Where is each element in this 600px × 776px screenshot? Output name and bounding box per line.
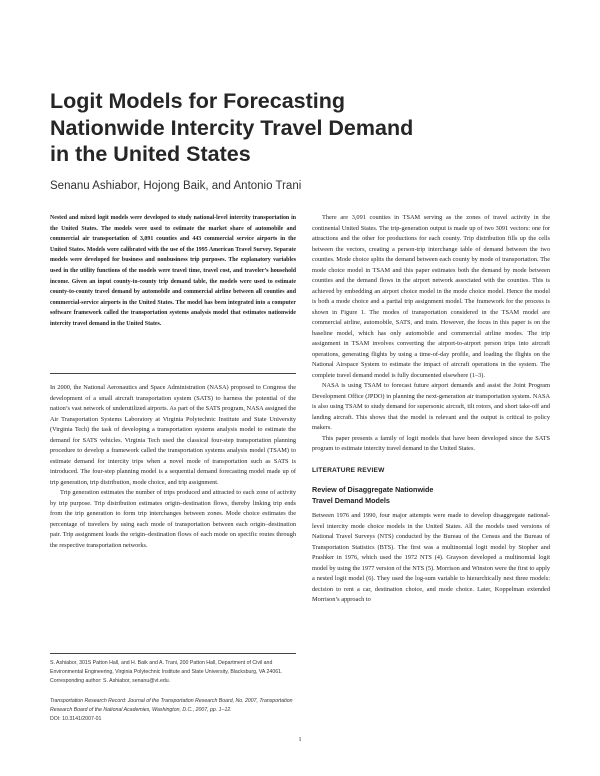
body-paragraph: There are 3,091 counties in TSAM serving as the zones of travel activity in the continental United States. The trip-generation output is made up of two 3091 vectors: one for attractions and the other for productions for each county. Trip distribution fills up the cells between the vectors, creating a person-trip interchange table of demand between the two counties. Mode choice splits the demand between each county by mode of transportation. The mode choice model in TSAM and this paper estimates both the demand by mode between counties and the demand flows in the airport network associated with the counties. This is achieved by embedding an airport choice model in the mode choice model. Hence the model is both a mode choice and a partial trip assignment model. The framework for the process is shown in Figure 1. The modes of transportation considered in the TSAM model are commercial airline, automobile, SATS, and train. However, the focus in this paper is on the baseline model, which has only automobile and commercial airline modes. The trip assignment in TSAM involves converting the airport-to-airport person trips into aircraft operations, generating flights by using a time-of-day profile, and loading the flights on the National Airspace System to estimate the impact of aircraft operations in the system. The complete travel demand model is fully documented elsewhere (1–3). — [312, 214, 550, 379]
title-line: in the United States — [50, 142, 251, 166]
body-paragraph: Between 1976 and 1990, four major attempts were made to develop disaggregate national-level intercity mode choice models in the United States. All the models used versions of National Travel Surveys (NTS) conducted by the Bureau of the Census and the Bureau of Transportation Statistics (BTS). The first was a multinomial logit model by Stopher and Prashker in 1976, which used the 1972 NTS (4). Grayson developed a multinomial logit model by using the 1977 version of the NTS (5). Morrison and Winston were the first to apply a nested logit model (6). They used the log-sum variable to hierarchically nest three models: decision to rent a car, destination choice, and mode choice. Later, Koppelman extended Morrison’s approach to — [312, 512, 550, 603]
right-column — [312, 213, 550, 606]
body-paragraph: Trip generation estimates the number of trips produced and attracted to each zone of activity by trip purpose. Trip distribution estimates origin–destination flows, thereby linking trip ends from the trip generation to form trip interchanges between zones. Mode choice estimates the percentage of travelers by using each mode of transportation between each origin–destination pair. Trip assignment loads the origin–destination flows of each mode on specific routes through the respective transportation networks. — [50, 489, 296, 549]
subsection-heading — [312, 485, 550, 506]
abstract-divider — [50, 373, 296, 374]
body-paragraph: In 2000, the National Aeronautics and Space Administration (NASA) proposed to Congress the development of a small aircraft transportation system (SATS) to harness the potential of the nation’s vast network of underutilized airports. As part of the SATS program, NASA assigned the Air Transportation Systems Laboratory at Virginia Polytechnic Institute and State University (Virginia Tech) the task of developing a transportation systems analysis model to estimate the demand for SATS vehicles. Virginia Tech used the classical four-step transportation planning procedure to develop a framework called the transportation systems analysis model (TSAM) to estimate demand for intercity trips when a novel mode of transportation such as SATS is introduced. The four-step planning model is a sequential demand forecasting model made up of trip generation, trip distribution, mode choice, and trip assignment. — [50, 384, 296, 486]
doi: DOI: 10.3141/2007-01 — [50, 715, 102, 722]
title-line: Logit Models for Forecasting — [50, 89, 346, 113]
body-paragraph: NASA is using TSAM to forecast future airport demands and assist the Joint Program Development Office (JPDO) in planning the next-generation air transportation system. NASA is also using TSAM to study demand for supersonic aircraft, tilt rotors, and short take-off and landing aircraft. This shows that the model is relevant and the output is critical to policy makers. — [312, 382, 550, 431]
body-paragraph: This paper presents a family of logit models that have been developed since the SATS program to estimate intercity travel demand in the United States. — [312, 434, 550, 452]
journal-citation-footnote — [50, 697, 296, 723]
section-heading: LITERATURE REVIEW — [312, 466, 385, 474]
subsection-heading-line: Review of Disaggregate Nationwide — [312, 485, 434, 494]
abstract: Nested and mixed logit models were developed to study national-level intercity transportation in the United States. The models were used to estimate the market share of automobile and commercial air transportation of 3,091 counties and 443 commercial service airports in the United States. Models were calibrated with the use of the 1995 American Travel Survey. Separate models were developed for business and nonbusiness trip purposes. The explanatory variables used in the utility functions of the models were travel time, travel cost, and traveler’s household income. Given an input county-to-county trip demand table, the models were used to estimate county-to-county travel demand by automobile and commercial airline between all counties and commercial-service airports in the United States. The model has been integrated into a computer software framework called the transportation systems analysis model that estimates nationwide intercity travel demand in the United States. — [50, 215, 296, 327]
author-affiliation-footnote: S. Ashiabor, 301S Patton Hall, and H. Baik and A. Trani, 200 Patton Hall, Department of Civil and Environmental Engineering, Virginia Polytechnic Institute and State University, Blacksburg, VA 24061. Corresponding author: S. Ashiabor, senanu@vt.edu. — [50, 660, 283, 684]
page-number: 1 — [298, 736, 302, 743]
footnote-divider — [50, 653, 296, 654]
title-line: Nationwide Intercity Travel Demand — [50, 115, 414, 140]
left-column-body — [50, 383, 296, 551]
subsection-heading-line: Travel Demand Models — [312, 495, 390, 505]
paper-title — [50, 88, 550, 168]
author-list: Senanu Ashiabor, Hojong Baik, and Antonio Trani — [50, 180, 302, 192]
journal-citation: Transportation Research Record: Journal of the Transportation Research Board, No. 2007, Transportation Research Board of the National Academies, Washington, D.C., 2007, pp. 1–12. — [50, 698, 293, 713]
